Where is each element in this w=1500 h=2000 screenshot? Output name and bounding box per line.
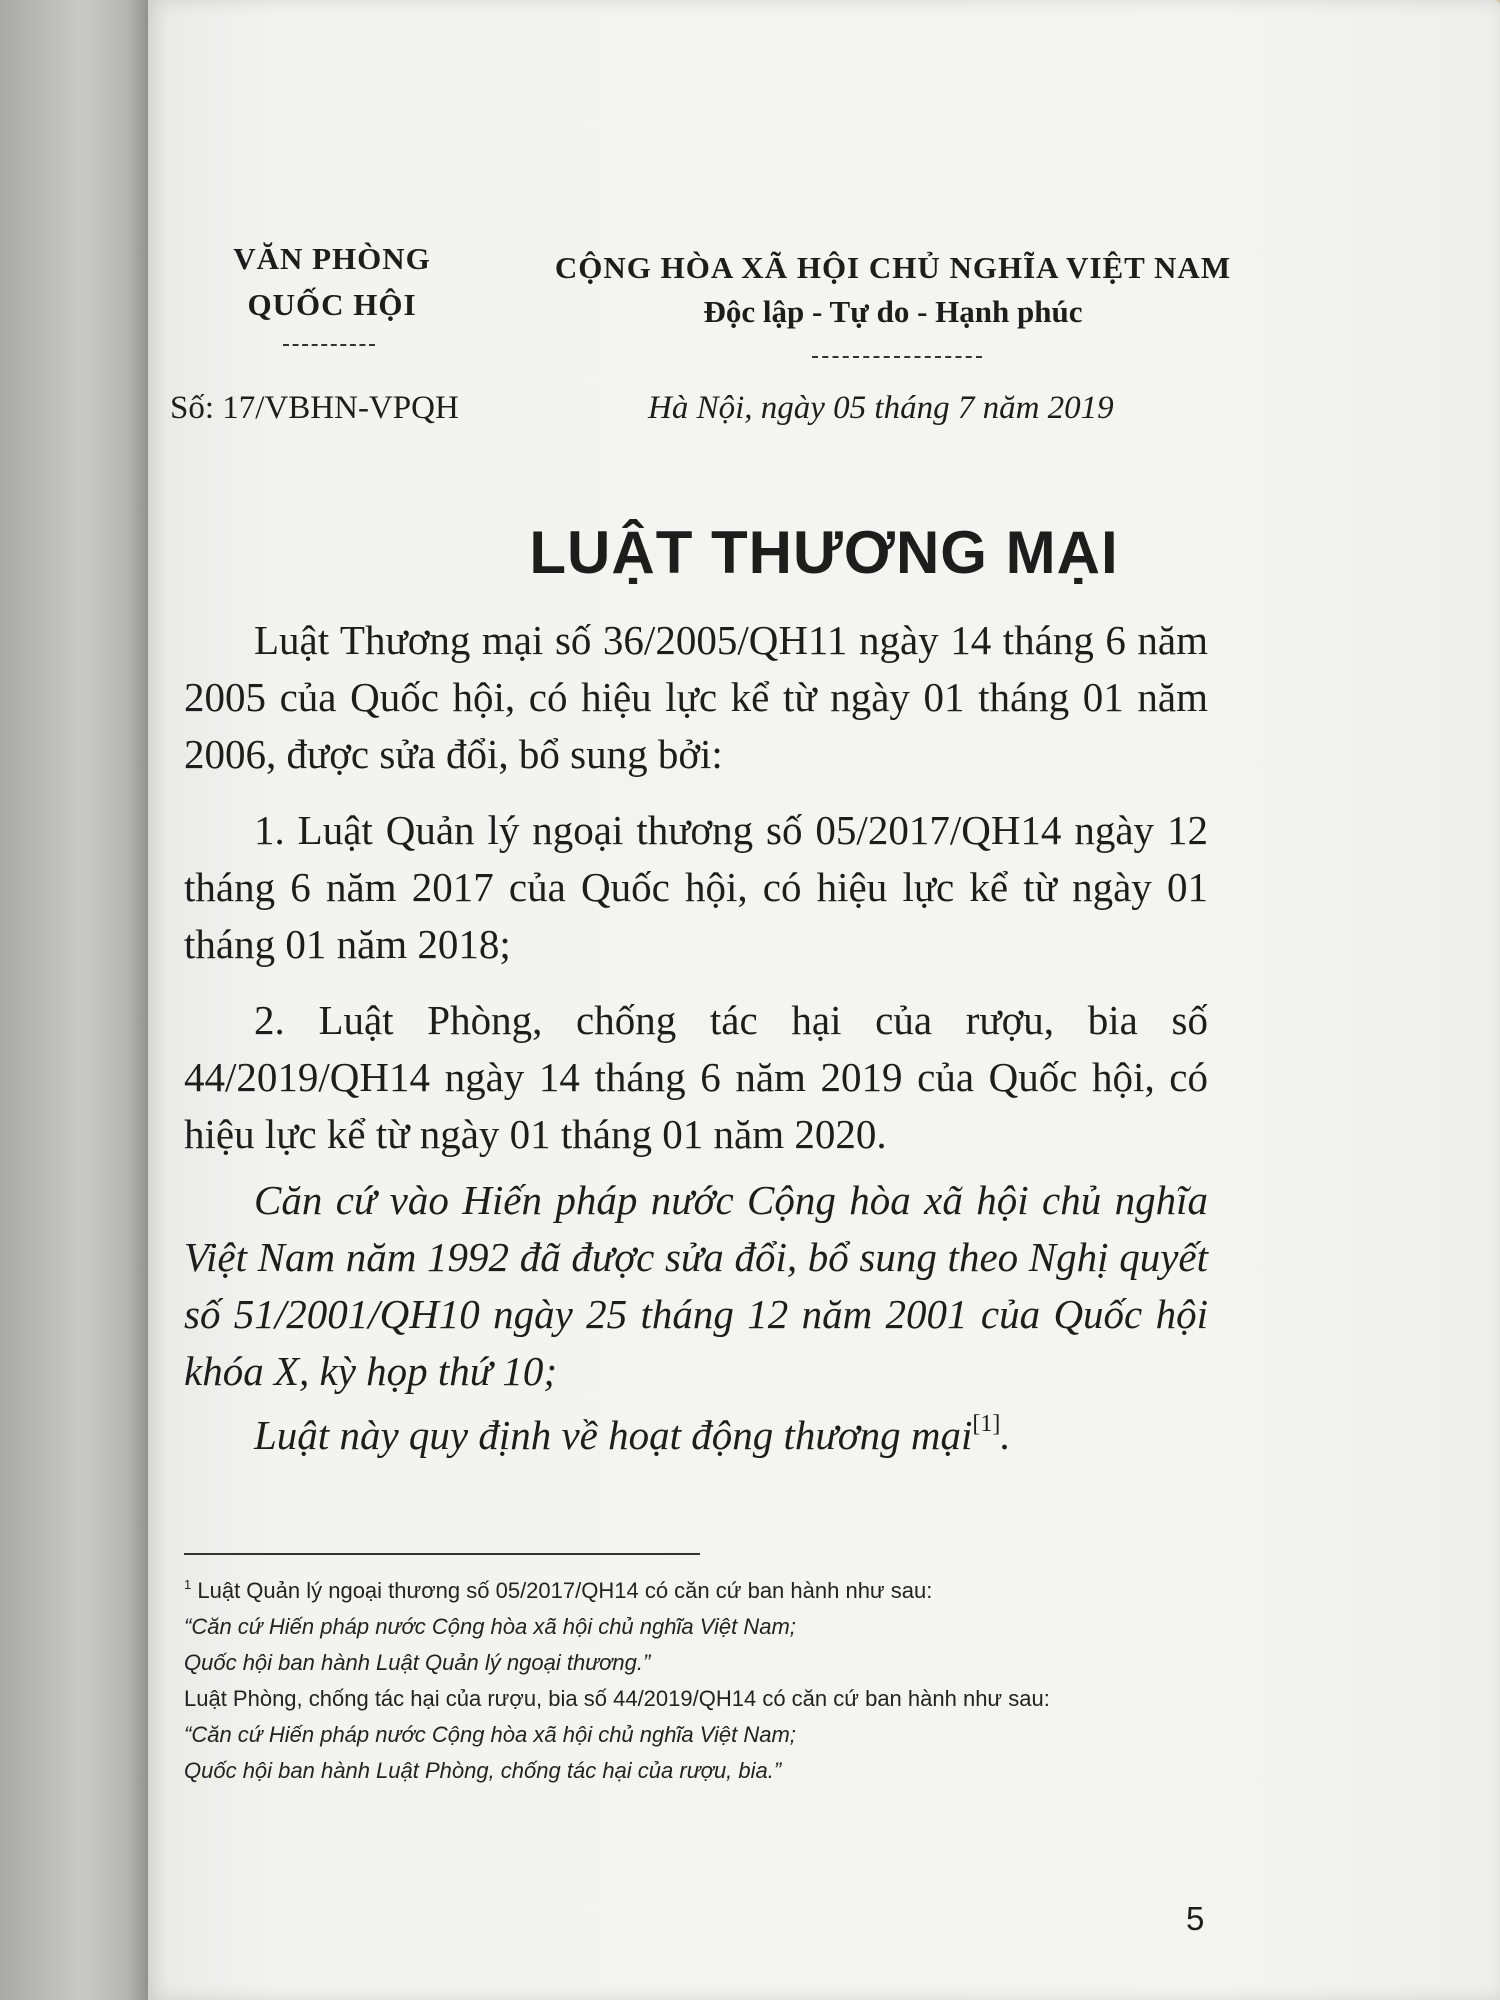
footnote-line-1 bbox=[184, 1567, 1244, 1609]
legal-basis-paragraph: Căn cứ vào Hiến pháp nước Cộng hòa xã hội chủ nghĩa Việt Nam năm 1992 đã được sửa đổi, bổ sung theo Nghị quyết số 51/2001/QH10 ngày 25 tháng 12 năm 2001 của Quốc hội khóa X, kỳ họp thứ 10; bbox=[184, 1177, 1208, 1394]
page-number: 5 bbox=[1186, 1900, 1205, 1937]
footnote-line-5: “Căn cứ Hiến pháp nước Cộng hòa xã hội chủ nghĩa Việt Nam; bbox=[184, 1722, 796, 1747]
footnote-reference[interactable]: [1] bbox=[972, 1411, 1001, 1437]
footnote-block bbox=[184, 1567, 1244, 1789]
agency-divider bbox=[283, 344, 375, 346]
document-number: Số: 17/VBHN-VPQH bbox=[170, 390, 459, 426]
footnote-line-1-text: Luật Quản lý ngoại thương số 05/2017/QH14 có căn cứ ban hành như sau: bbox=[197, 1578, 933, 1603]
issuing-agency bbox=[212, 236, 452, 328]
amendment-1-paragraph: 1. Luật Quản lý ngoại thương số 05/2017/QH14 ngày 12 tháng 6 năm 2017 của Quốc hội, có hiệu lực kể từ ngày 01 tháng 01 năm 2018; bbox=[184, 807, 1208, 967]
footnote-line-4: Luật Phòng, chống tác hại của rượu, bia số 44/2019/QH14 có căn cứ ban hành như sau: bbox=[184, 1686, 1050, 1711]
motto-divider bbox=[812, 356, 982, 358]
document-title: LUẬT THƯƠNG MẠI bbox=[529, 519, 1119, 586]
document-date: Hà Nội, ngày 05 tháng 7 năm 2019 bbox=[648, 390, 1114, 426]
intro-paragraph: Luật Thương mại số 36/2005/QH11 ngày 14 tháng 6 năm 2005 của Quốc hội, có hiệu lực kể từ ngày 01 tháng 01 năm 2006, được sửa đổi, bổ sung bởi: bbox=[184, 617, 1208, 777]
national-motto: Độc lập - Tự do - Hạnh phúc bbox=[703, 294, 1083, 329]
scope-text: Luật này quy định về hoạt động thương mại bbox=[254, 1412, 973, 1458]
issuing-agency-line2: QUỐC HỘI bbox=[247, 287, 417, 322]
footnote-marker: 1 bbox=[184, 1577, 192, 1592]
footnote-line-3: Quốc hội ban hành Luật Quản lý ngoại thương.” bbox=[184, 1650, 651, 1675]
amendment-2-paragraph: 2. Luật Phòng, chống tác hại của rượu, bia số 44/2019/QH14 ngày 14 tháng 6 năm 2019 của Quốc hội, có hiệu lực kể từ ngày 01 tháng 01 năm 2020. bbox=[184, 997, 1208, 1157]
scope-paragraph bbox=[184, 1396, 1208, 1464]
issuing-agency-line1: VĂN PHÒNG bbox=[233, 241, 431, 276]
country-name: CỘNG HÒA XÃ HỘI CHỦ NGHĨA VIỆT NAM bbox=[554, 250, 1232, 285]
left-page-edge bbox=[0, 0, 150, 2000]
footnote-line-2: “Căn cứ Hiến pháp nước Cộng hòa xã hội chủ nghĩa Việt Nam; bbox=[184, 1614, 796, 1639]
footnote-separator bbox=[184, 1553, 700, 1555]
scope-period: . bbox=[1000, 1412, 1011, 1458]
footnote-line-6: Quốc hội ban hành Luật Phòng, chống tác hại của rượu, bia.” bbox=[184, 1758, 782, 1783]
